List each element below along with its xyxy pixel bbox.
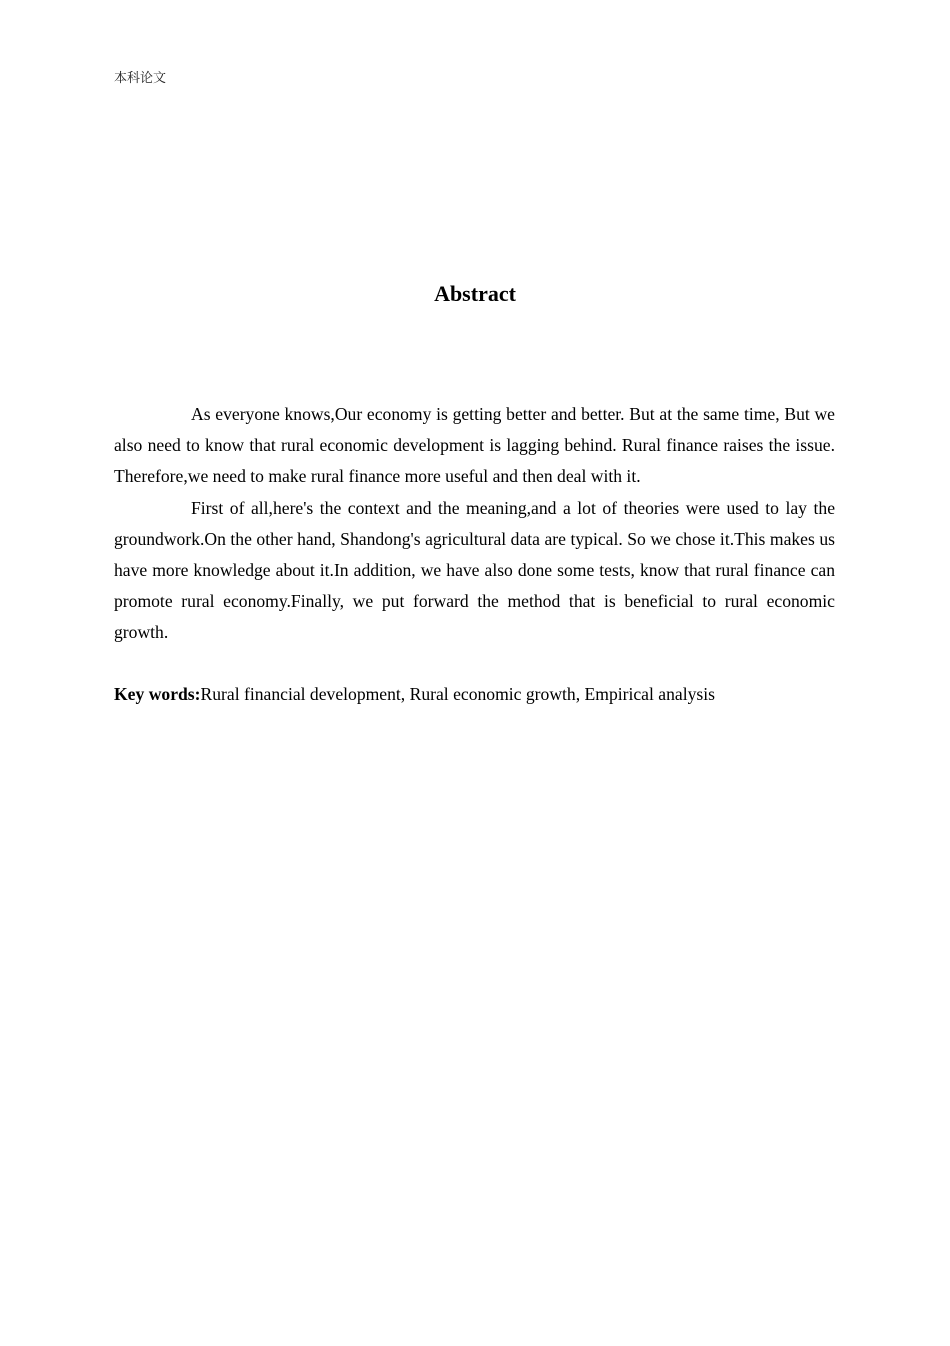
- keywords-line: [114, 679, 854, 710]
- abstract-paragraph-1: As everyone knows,Our economy is getting better and better. But at the same time, But we also need to know that rural economic development is lagging behind. Rural finance raises the issue. Therefore,we need to make rural finance more useful and then deal with it.: [114, 404, 835, 487]
- abstract-body: [114, 399, 835, 649]
- abstract-paragraph-2: First of all,here's the context and the meaning,and a lot of theories were used to lay the groundwork.On the other hand, Shandong's agricultural data are typical. So we chose it.This makes us have more knowledge about it.In addition, we have also done some tests, know that rural finance can promote rural economy.Finally, we put forward the method that is beneficial to rural economic growth.: [114, 497, 835, 643]
- running-header: 本科论文: [114, 71, 167, 86]
- abstract-heading: Abstract: [434, 281, 516, 306]
- keywords-label: Key words:: [114, 684, 201, 704]
- keywords-text: Rural financial development, Rural economic growth, Empirical analysis: [200, 684, 715, 704]
